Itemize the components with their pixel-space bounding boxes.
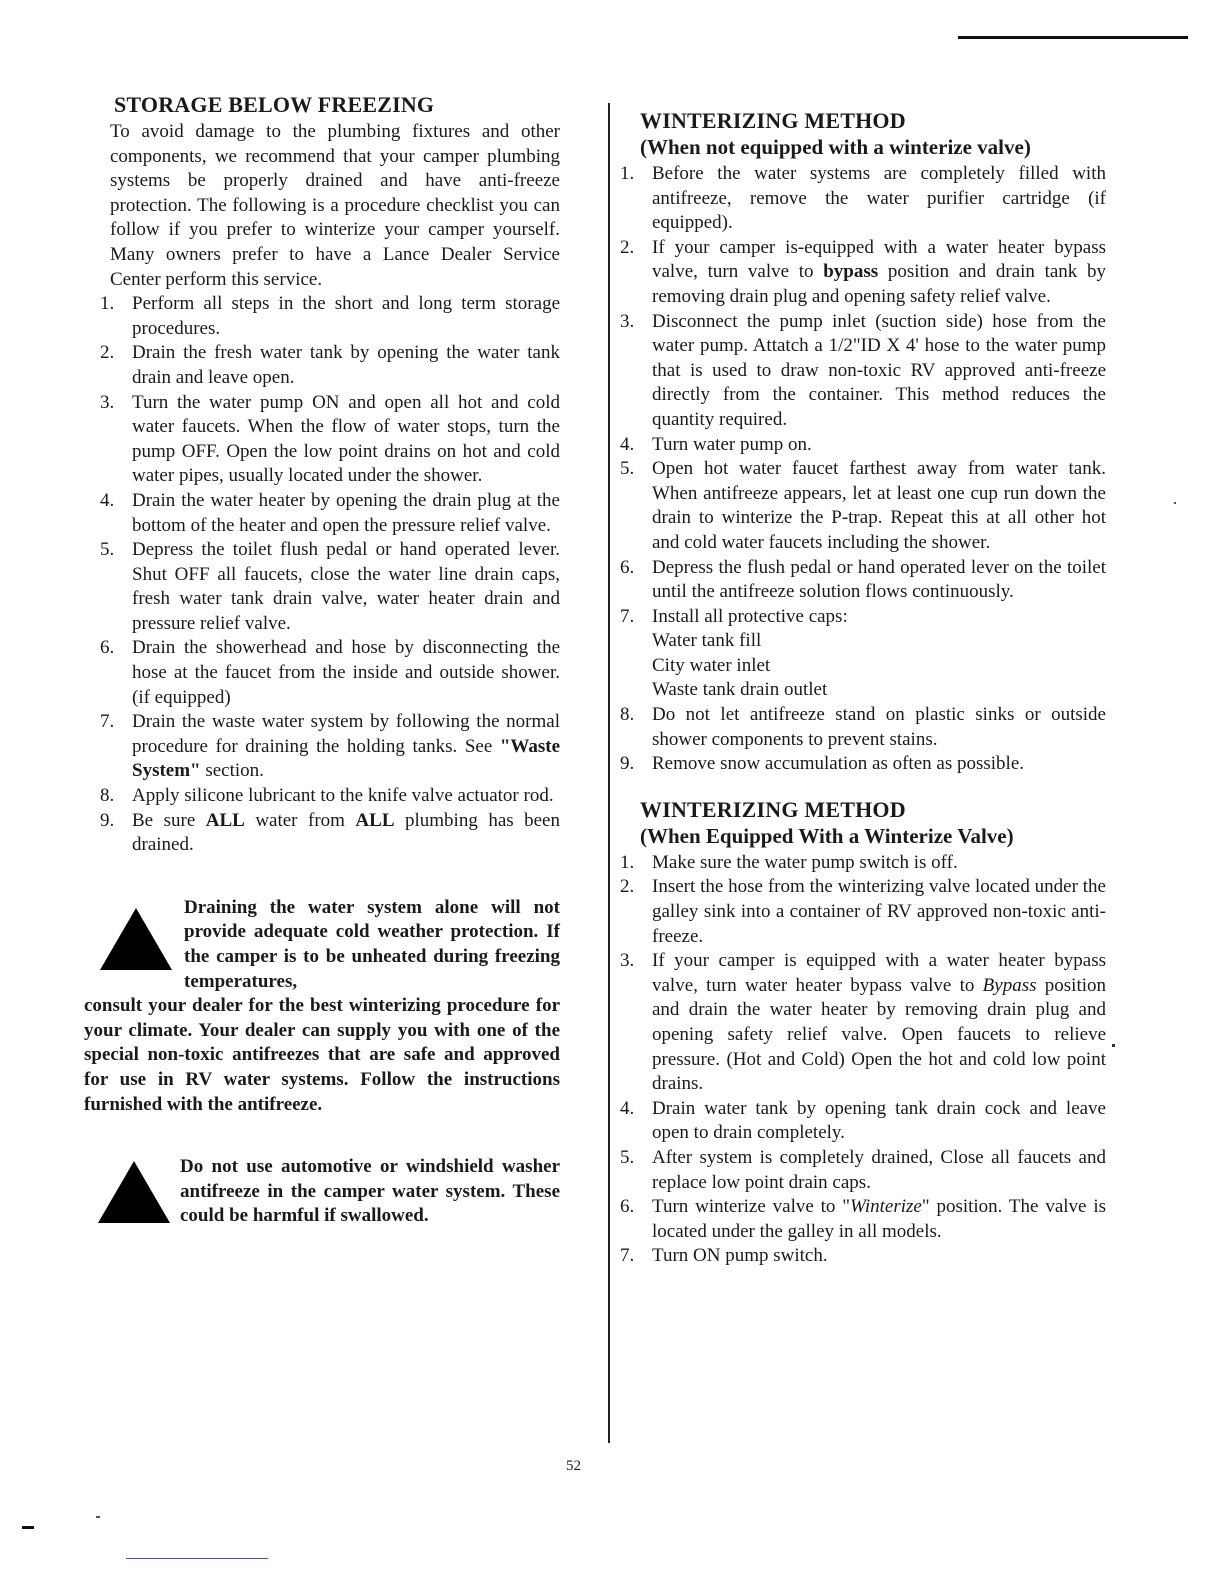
warning-text-part2: consult your dealer for the best winterizing procedure for your climate. Your dealer can supply you with one of the special non-toxic antifreezes that are safe and approved for use in RV water systems. Follow the instructions furnished with the antifreeze. <box>84 995 560 1115</box>
winterizing-title-2: WINTERIZING METHOD <box>640 796 906 822</box>
list-item: 9. Be sure ALL water from ALL plumbing has been drained. <box>100 809 560 856</box>
list-item: 5. Depress the toilet flush pedal or hand operated lever. Shut OFF all faucets, close the water line drain caps, fresh water tank drain valve, water heater drain and pressure relief valve. <box>100 539 560 634</box>
list-item: 2. Insert the hose from the winterizing valve located under the galley sink into a container of RV approved non-toxic anti-freeze. <box>620 876 1106 947</box>
list-item: 1. Before the water systems are completely filled with antifreeze, remove the water purifier cartridge (if equipped). <box>620 163 1106 234</box>
column-divider <box>608 103 610 1443</box>
list-item: 3. If your camper is equipped with a water heater bypass valve, turn water heater bypass valve to Bypass position and drain the water heater by removing drain plug and opening safety relief valve. Open faucets to relieve pressure. (Hot and Cold) Open the hot and cold low point drains. <box>620 950 1107 1095</box>
scan-speck <box>1174 502 1176 504</box>
bottom-rule <box>126 1558 268 1559</box>
scan-mark <box>22 1526 34 1529</box>
warning-box-antifreeze <box>84 1155 560 1229</box>
list-item: 3. Disconnect the pump inlet (suction side) hose from the water pump. Attatch a 1/2"ID X 4' hose to the water pump that is used to draw non-toxic RV approved anti-freeze directly from the container. This method reduces the quantity required. <box>620 310 1106 430</box>
list-item: 6. Depress the flush pedal or hand operated lever on the toilet until the antifreeze solution flows continuously. <box>620 556 1106 603</box>
page-number: 52 <box>566 1458 581 1474</box>
list-item: 6. Drain the showerhead and hose by disconnecting the hose at the faucet from the inside and outside shower. (if equipped) <box>100 637 560 708</box>
list-item: 7. Drain the waste water system by following the normal procedure for draining the holding tanks. See "Waste System" section. <box>100 711 560 782</box>
list-item: 2. If your camper is-equipped with a water heater bypass valve, turn valve to bypass position and drain tank by removing drain plug and opening safety relief valve. <box>620 236 1106 307</box>
warning-triangle-icon <box>100 908 172 970</box>
scan-speck <box>1112 1044 1115 1047</box>
list-item: 8. Do not let antifreeze stand on plastic sinks or outside shower components to prevent stains. <box>620 704 1106 750</box>
right-column <box>620 108 1106 1269</box>
left-column <box>84 92 560 1229</box>
warning-text-part1: Draining the water system alone will not provide adequate cold weather protection. If the camper is to be unheated during freezing temperatures, <box>184 896 560 992</box>
list-item: 6. Turn winterize valve to "Winterize" position. The valve is located under the galley in all models. <box>620 1196 1106 1242</box>
list-item: 2. Drain the fresh water tank by opening the water tank drain and leave open. <box>100 342 560 388</box>
winterizing-subtitle-1: (When not equipped with a winterize valve) <box>640 135 1031 159</box>
scan-mark <box>96 1516 100 1518</box>
list-item: 1. Perform all steps in the short and long term storage procedures. <box>100 293 560 339</box>
list-item: 3. Turn the water pump ON and open all hot and cold water faucets. When the flow of water stops, turn the pump OFF. Open the low point drains on hot and cold water pipes, usually located under the shower. <box>100 391 560 487</box>
list-item: 7. Install all protective caps: Water tank fill City water inlet Waste tank drain outlet <box>620 605 1106 703</box>
storage-intro: To avoid damage to the plumbing fixtures and other components, we recommend that your camper plumbing systems be properly drained and have anti-freeze protection. The following is a procedure checklist you can follow if you prefer to winterize your camper yourself. Many owners prefer to have a Lance Dealer Service Center perform this service. <box>110 121 560 290</box>
warning-triangle-icon <box>98 1161 170 1223</box>
storage-title: STORAGE BELOW FREEZING <box>114 92 435 117</box>
list-item: 9. Remove snow accumulation as often as possible. <box>620 753 1025 775</box>
cap-item: Water tank fill <box>652 630 762 652</box>
list-item: 8. Apply silicone lubricant to the knife valve actuator rod. <box>100 785 554 807</box>
winterizing-title-1: WINTERIZING METHOD <box>640 108 906 133</box>
list-item: 4. Drain the water heater by opening the drain plug at the bottom of the heater and open the pressure relief valve. <box>100 489 560 536</box>
cap-item: Waste tank drain outlet <box>652 679 828 701</box>
list-item: 1. Make sure the water pump switch is off. <box>620 851 958 873</box>
winterizing-steps-2 <box>620 851 1106 1269</box>
list-item: 5. Open hot water faucet farthest away from water tank. When antifreeze appears, let at least one cup run down the drain to winterize the P-trap. Repeat this at all other hot and cold water faucets including the shower. <box>620 458 1106 553</box>
storage-steps <box>100 292 560 858</box>
winterizing-steps-1 <box>620 162 1106 777</box>
list-item: 7. Turn ON pump switch. <box>620 1245 828 1267</box>
winterizing-subtitle-2: (When Equipped With a Winterize Valve) <box>640 823 1014 848</box>
warning-box-winterizing <box>84 896 560 1117</box>
cap-item: City water inlet <box>652 654 771 676</box>
winterizing-section-2 <box>620 797 1106 1269</box>
list-item: 5. After system is completely drained, Close all faucets and replace low point drain caps. <box>620 1146 1106 1193</box>
list-item: 4. Turn water pump on. <box>620 433 812 455</box>
warning-text: Do not use automotive or windshield washer antifreeze in the camper water system. These could be harmful if swallowed. <box>180 1156 560 1227</box>
list-item: 4. Drain water tank by opening tank drain cock and leave open to drain completely. <box>620 1097 1106 1144</box>
top-rule <box>958 36 1188 39</box>
